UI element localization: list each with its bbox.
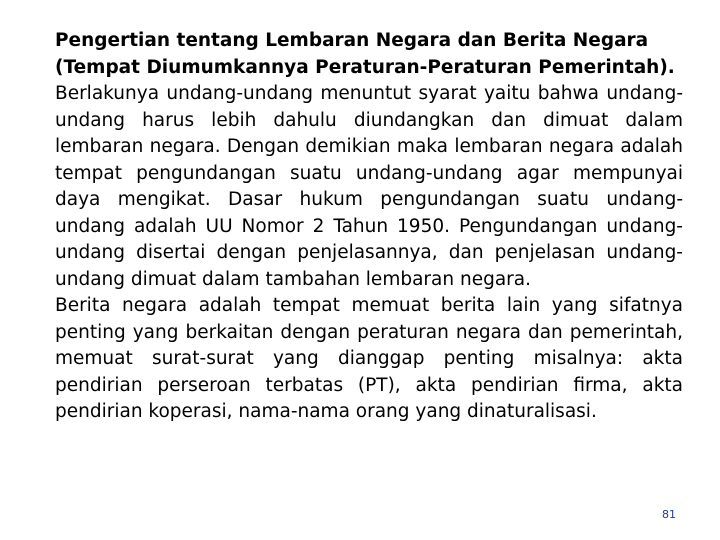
page-number: 81 — [662, 508, 676, 521]
heading-subtitle: (Tempat Diumumkannya Peraturan-Peraturan Pemerintah). — [55, 56, 675, 78]
paragraph-lembaran-negara: Berlakunya undang-undang menuntut syarat yaitu bahwa undang-undang harus lebih dahulu diundangkan dan dimuat dalam lembaran negara. Dengan demikian maka lembaran negara adalah tempat pengundangan suatu undang-undang agar mempunyai daya mengikat. Dasar hukum pengundangan suatu undang-undang adalah UU Nomor 2 Tahun 1950. Pengundangan undang-undang disertai dengan penjelasannya, dan penjelasan undang-undang dimuat dalam tambahan lembaran negara. — [55, 83, 683, 290]
slide-content — [55, 28, 683, 426]
heading-title: Pengertian tentang Lembaran Negara dan Berita Negara — [55, 30, 649, 51]
paragraph-berita-negara: Berita negara adalah tempat memuat berita lain yang sifatnya penting yang berkaitan dengan peraturan negara dan pemerintah, memuat surat-surat yang dianggap penting misalnya: akta pendirian perseroan terbatas (PT), akta pendirian firma, akta pendirian koperasi, nama-nama orang yang dinaturalisasi. — [55, 295, 683, 422]
